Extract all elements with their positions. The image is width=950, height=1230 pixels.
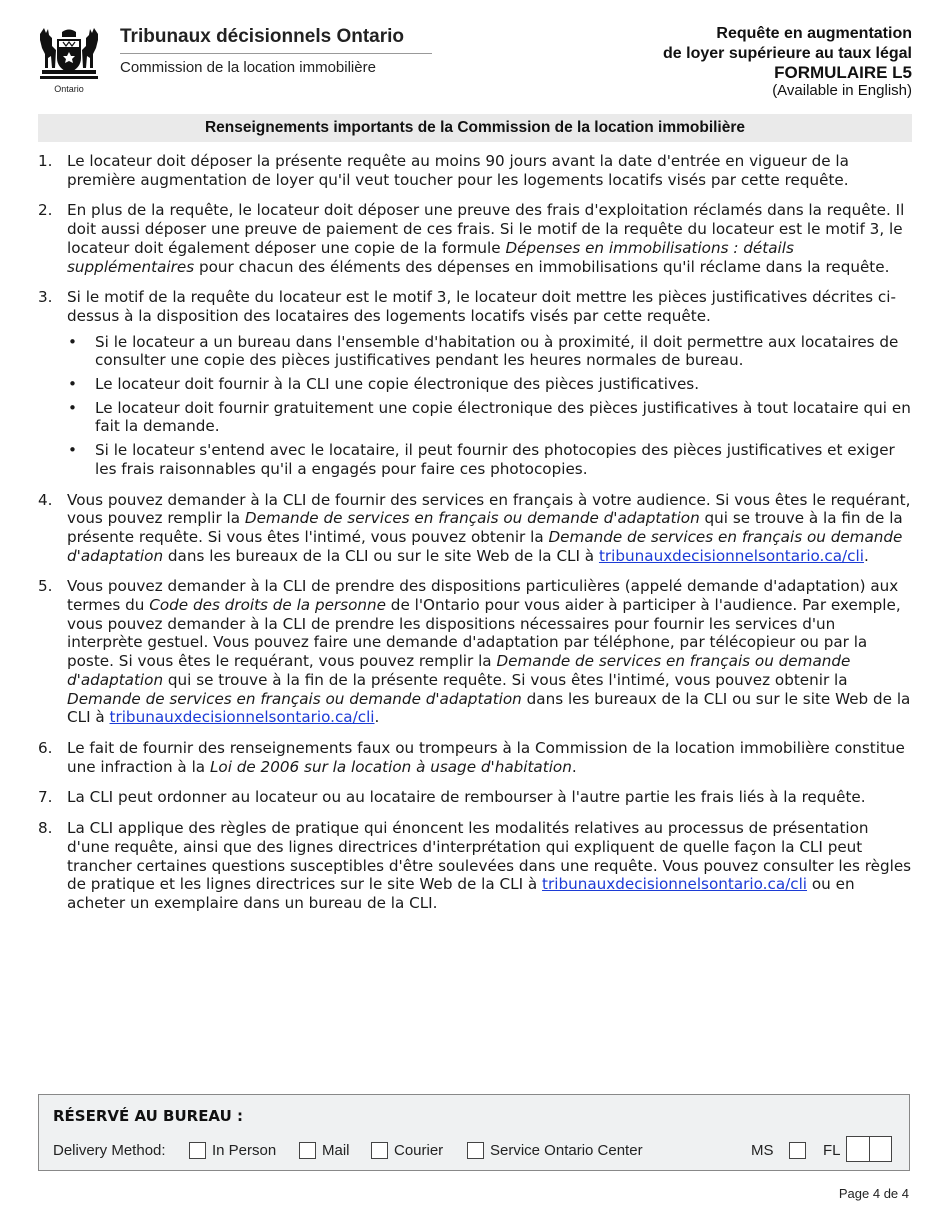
item-text: La CLI applique des règles de pratique qui énoncent les modalités relatives au processus de présentation d'une requête, ainsi que des lignes directrices d'interprétation qui expliquent de quelle façon la CLI peut trancher certaines questions susceptibles d'être soulevées dans une requête. Vous pouvez consulter les règles de pratique et les lignes directrices sur le site Web de la CLI à (67, 819, 912, 894)
bullet-text: Le locateur doit fournir gratuitement une copie électronique des pièces justificatives à tout locataire qui en fait la demande. (95, 398, 911, 436)
courier-label: Courier (394, 1142, 444, 1159)
list-item-4 (38, 491, 912, 566)
item-text: La CLI peut ordonner au locateur ou au locataire de rembourser à l'autre partie les frais liés à la requête. (67, 788, 866, 807)
ontario-coat-of-arms-logo (36, 26, 102, 94)
item-text: . (374, 708, 380, 727)
item-text: Le fait de fournir des renseignements faux ou trompeurs à la Commission de la location immobilière constitue une infraction à la (67, 738, 905, 776)
form-code: FORMULAIRE L5 (774, 63, 912, 82)
law-reference: Code des droits de la personne (149, 596, 386, 615)
item-text: Si le motif de la requête du locateur est le motif 3, le locateur doit mettre les pièces justificatives décrites ci-dessus à la disposition des locataires des logements locatifs visés par cette requête. (67, 288, 896, 325)
mail-checkbox[interactable] (299, 1142, 316, 1159)
law-reference: Loi de 2006 sur la location à usage d'habitation (209, 757, 572, 776)
cli-website-link[interactable]: tribunauxdecisionnelsontario.ca/cli (542, 875, 808, 894)
bullet-marker: • (68, 441, 77, 460)
fl-label: FL (823, 1142, 841, 1159)
page-number: Page 4 de 4 (838, 1186, 909, 1201)
bullet-item (67, 441, 912, 478)
delivery-method-label: Delivery Method: (53, 1142, 166, 1159)
item-number: 3. (38, 288, 53, 307)
item-text: . (571, 757, 577, 776)
fl-input[interactable] (846, 1136, 892, 1162)
section-title: Renseignements importants de la Commission de la location immobilière (38, 114, 912, 142)
item-text: . (863, 546, 869, 565)
ms-checkbox[interactable] (789, 1142, 806, 1159)
list-item-5 (38, 577, 912, 727)
item-text: qui se trouve à la fin de la présente requête. Si vous êtes l'intimé, vous pouvez obtenir la (67, 509, 903, 546)
item-number: 6. (38, 738, 53, 757)
item-text: dans les bureaux de la CLI ou sur le site Web de la CLI à (67, 689, 911, 727)
item-text: pour chacun des éléments des dépenses en immobilisations qu'il réclame dans la requête. (194, 257, 890, 276)
bullet-item (67, 399, 912, 436)
bullet-marker: • (68, 375, 77, 394)
organization-block (120, 26, 432, 98)
form-reference: Demande de services en français ou demande d'adaptation (67, 652, 851, 689)
in-person-checkbox[interactable] (189, 1142, 206, 1159)
item-text: ou en acheter un exemplaire dans un bureau de la CLI. (67, 875, 855, 912)
organization-subtitle: Commission de la location immobilière (120, 59, 376, 76)
list-item-7 (38, 788, 912, 807)
form-reference: Demande de services en français ou demande d'adaptation (244, 509, 700, 528)
bullet-text: Si le locateur s'entend avec le locataire, il peut fournir des photocopies des pièces justificatives et exiger les frais raisonnables qu'il a engagés pour faire ces photocopies. (95, 441, 895, 478)
item-number: 2. (38, 201, 53, 220)
in-person-label: In Person (212, 1142, 277, 1159)
courier-checkbox[interactable] (371, 1142, 388, 1159)
logo-caption: Ontario (54, 84, 84, 94)
ms-label: MS (751, 1142, 774, 1159)
form-language-note: (Available in English) (772, 82, 912, 99)
form-identifier (663, 24, 912, 100)
item-text: de l'Ontario pour vous aider à participer à l'audience. Par exemple, vous pouvez demander à la CLI de prendre les dispositions nécessaires pour fournir les services d'un interprète gestuel. Vous pouvez faire une demande d'adaptation par téléphone, par télécopieur ou par la poste. Si vous êtes le requérant, vous pouvez remplir la (67, 596, 901, 671)
list-item-2 (38, 201, 912, 276)
item-number: 7. (38, 788, 53, 807)
item-number: 1. (38, 152, 53, 170)
service-ontario-label: Service Ontario Center (490, 1142, 643, 1159)
item-text: Vous pouvez demander à la CLI de fournir des services en français à votre audience. Si vous êtes le requérant, vous pouvez remplir la (67, 490, 911, 528)
organization-title: Tribunaux décisionnels Ontario (120, 26, 404, 47)
list-item-3 (38, 288, 912, 478)
form-title-line-2: de loyer supérieure au taux légal (663, 45, 912, 62)
page-header (36, 24, 912, 100)
organization-divider (120, 53, 432, 54)
cli-website-link[interactable]: tribunauxdecisionnelsontario.ca/cli (598, 546, 864, 565)
form-reference: Dépenses en immobilisations : détails supplémentaires (67, 238, 794, 276)
item-number: 5. (38, 577, 53, 596)
item-text: qui se trouve à la fin de la présente requête. Si vous êtes l'intimé, vous pouvez obtenir la (163, 670, 848, 689)
bullet-list (67, 333, 912, 479)
mail-label: Mail (322, 1142, 350, 1159)
list-item-1 (38, 152, 912, 189)
bullet-marker: • (68, 332, 77, 351)
item-number: 8. (38, 819, 53, 838)
bullet-item (67, 375, 912, 394)
form-title-line-1: Requête en augmentation (716, 25, 912, 42)
item-text: Vous pouvez demander à la CLI de prendre des dispositions particulières (appelé demande d'adaptation) aux termes du (67, 577, 899, 615)
item-number: 4. (38, 490, 53, 509)
item-text: dans les bureaux de la CLI ou sur le site Web de la CLI à (163, 546, 599, 565)
form-reference: Demande de services en français ou demande d'adaptation (67, 527, 903, 565)
office-use-box (38, 1094, 910, 1171)
list-item-8 (38, 819, 912, 913)
item-text: En plus de la requête, le locateur doit déposer une preuve des frais d'exploitation réclamés dans la requête. Il doit aussi déposer une preuve de paiement de ces frais. Si le motif de la requête du locateur est le motif 3, le locateur doit également déposer une copie de la formule (67, 201, 905, 257)
cli-website-link[interactable]: tribunauxdecisionnelsontario.ca/cli (109, 708, 375, 727)
service-ontario-checkbox[interactable] (467, 1142, 484, 1159)
bullet-item (67, 333, 912, 370)
bullet-text: Le locateur doit fournir à la CLI une copie électronique des pièces justificatives. (95, 375, 700, 394)
form-reference: Demande de services en français ou demande d'adaptation (67, 689, 522, 708)
bullet-text: Si le locateur a un bureau dans l'ensemble d'habitation ou à proximité, il doit permettre aux locataires de consulter une copie des pièces justificatives pendant les heures normales de bureau. (95, 332, 899, 370)
office-use-title: RÉSERVÉ AU BUREAU : (53, 1107, 243, 1125)
bullet-marker: • (68, 398, 77, 417)
list-item-6 (38, 739, 912, 776)
item-text: Le locateur doit déposer la présente requête au moins 90 jours avant la date d'entrée en vigueur de la première augmentation de loyer qu'il veut toucher pour les logements locatifs visés par cette requête. (67, 152, 849, 189)
information-list (38, 152, 912, 925)
